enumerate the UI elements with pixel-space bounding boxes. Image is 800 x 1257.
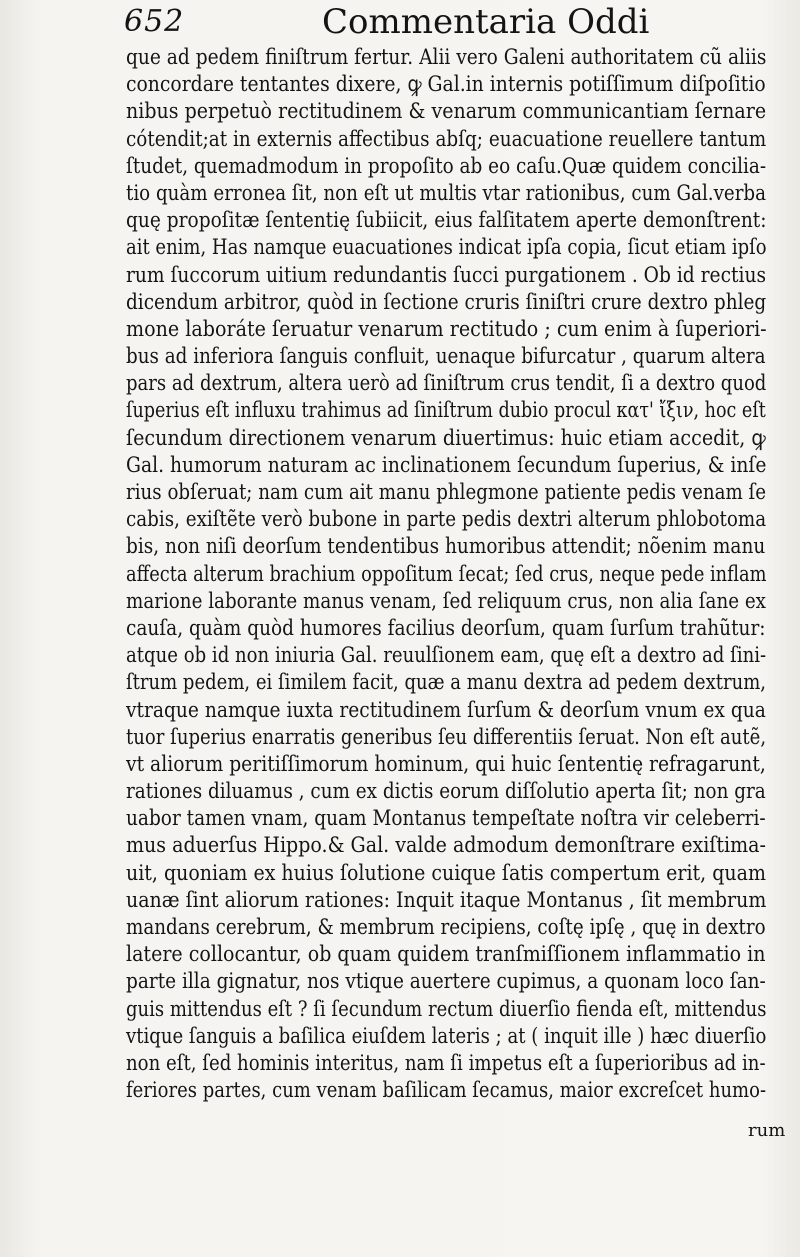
text-line: pars ad dextrum, altera uerò ad ſiniſtrum crus tendit, ſi a dextro quod [126, 371, 767, 397]
text-line: mandans cerebrum, & membrum recipiens, coſtę ipſę , quę in dextro [126, 915, 766, 940]
text-line: marione laborante manus venam, ſed reliquum crus, non alia ſane ex [126, 588, 766, 614]
text-line: rum ſuccorum uitium redundantis ſucci purgationem . Ob id rectius [126, 262, 767, 288]
text-line: uanæ ſint aliorum rationes: Inquit itaque Montanus , ſit membrum [126, 887, 767, 913]
text-line: dicendum arbitror, quòd in ſectione cruris ſiniſtri crure dextro phleg [126, 289, 767, 315]
text-line: rius obſeruat; nam cum ait manu phlegmone patiente pedis venam ſe [126, 480, 767, 505]
text-line: parte illa gignatur, nos vtique auertere cupimus, a quonam loco ſan- [126, 969, 766, 995]
page-number: 652 [124, 4, 185, 39]
text-line: latere collocantur, ob quam quidem tranſmiſſionem inflammatio in [126, 942, 766, 968]
text-line: ſtrum pedem, ei ſimilem facit, quæ a manu dextra ad pedem dextrum, [126, 670, 767, 696]
text-line: nibus perpetuò rectitudinem & venarum communicantiam ſernare [126, 99, 767, 125]
text-line: rationes diluamus , cum ex dictis eorum diſſolutio aperta ſit; non gra [126, 779, 766, 805]
text-line: uabor tamen vnam, quam Montanus tempeſtate noſtra vir celeberri- [126, 806, 766, 832]
text-line: mus aduerſus Hippo.& Gal. valde admodum demonſtrare exiſtima- [126, 833, 766, 859]
page-header [0, 0, 800, 48]
text-line: uit, quoniam ex huius ſolutione cuique ſatis compertum erit, quam [126, 860, 766, 886]
text-line: tio quàm erronea ſit, non eſt ut multis vtar rationibus, cum Gal.verba [126, 180, 767, 206]
body-text [126, 44, 766, 1104]
text-line: cabis, exiſtẽte verò bubone in parte pedis dextri alterum phlobotoma [126, 507, 767, 533]
text-line: ait enim, Has namque euacuationes indicat ipſa copia, ſicut etiam ipſo [126, 235, 767, 261]
text-line: Gal. humorum naturam ac inclinationem ſecundum ſuperius, & inſe [126, 452, 767, 478]
text-line: feriores partes, cum venam baſilicam ſecamus, maior excreſcet humo- [126, 1078, 767, 1104]
running-head: Commentaria Oddi [322, 2, 650, 42]
text-line: affecta alterum brachium oppoſitum ſecat; ſed crus, neque pede inflam [126, 561, 767, 587]
text-line: ſecundum directionem venarum diuertimus: huic etiam accedit, ꝙ [126, 425, 766, 451]
text-line: cauſa, quàm quòd humores facilius deorſum, quam ſurſum trahũtur: [126, 615, 766, 641]
text-line: non eſt, ſed hominis interitus, nam ſi impetus eſt a ſuperioribus ad in- [126, 1050, 766, 1076]
text-line: vt aliorum peritiſſimorum hominum, qui huic ſententię refragarunt, [126, 751, 766, 777]
text-line: ſuperius eſt influxu trahimus ad ſiniſtrum dubio procul κατ' ἴξιν, hoc eſt [126, 398, 766, 424]
text-line: ſtudet, quemadmodum in propoſito ab eo caſu.Quæ quidem concilia- [126, 153, 767, 179]
text-line: guis mittendus eſt ? ſi ſecundum rectum diuerſio fienda eſt, mittendus [126, 996, 767, 1022]
text-line: bis, non niſi deorſum tendentibus humoribus attendit; nõenim manu [126, 534, 766, 560]
text-line: cótendit;at in externis affectibus abſq; euacuatione reuellere tantum [126, 126, 767, 152]
text-line: concordare tentantes dixere, ꝙ Gal.in internis potiſſimum diſpoſitio [126, 72, 766, 98]
catchword: rum [748, 1120, 786, 1141]
text-line: atque ob id non iniuria Gal. reuulſionem eam, quę eſt a dextro ad ſini- [126, 643, 767, 669]
text-line: quę propoſitæ ſententię ſubiicit, eius falſitatem aperte demonſtrent: [126, 208, 767, 234]
text-line: que ad pedem finiſtrum fertur. Alii vero Galeni authoritatem cũ aliis [126, 45, 767, 70]
text-line: vtique ſanguis a baſilica eiuſdem lateris ; at ( inquit ille ) hæc diuerſio [126, 1023, 767, 1049]
text-line: vtraque namque iuxta rectitudinem ſurſum & deorſum vnum ex qua [126, 697, 766, 723]
text-line: bus ad inferiora ſanguis confluit, uenaque bifurcatur , quarum altera [126, 344, 766, 370]
text-line: mone laboráte ſeruatur venarum rectitudo ; cum enim à ſuperiori- [126, 316, 767, 342]
text-line: tuor ſuperius enarratis generibus ſeu differentiis ſeruat. Non eſt autẽ, [126, 724, 767, 750]
